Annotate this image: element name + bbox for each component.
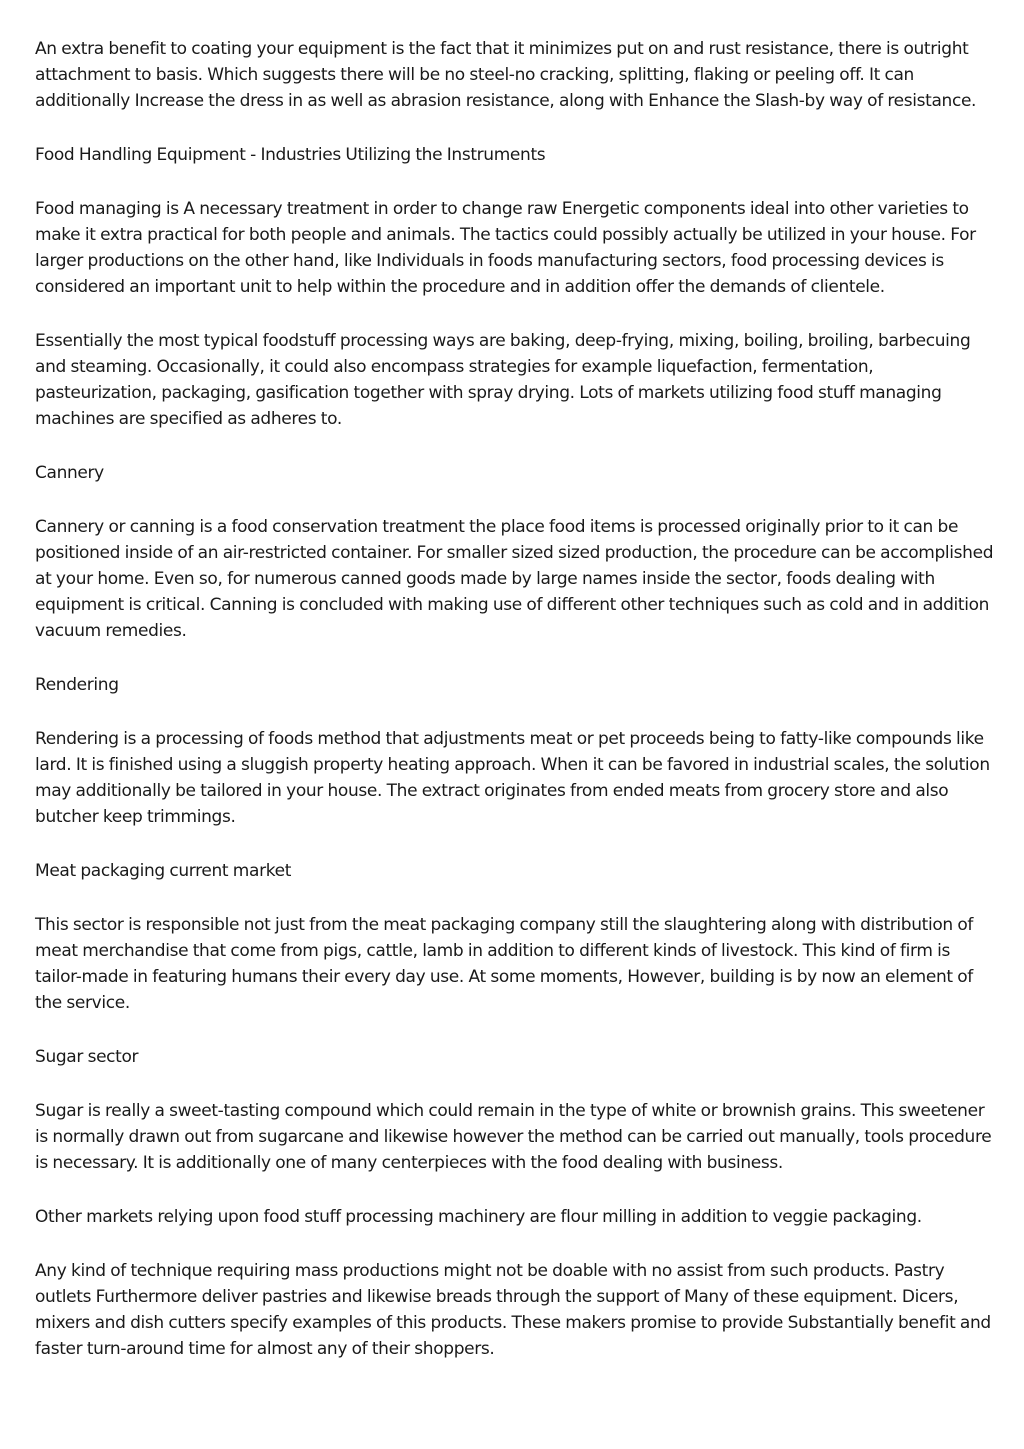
paragraph-cannery: Cannery or canning is a food conservation treatment the place food items is processed originally prior to it can be positioned inside of an air-restricted container. For smaller sized sized production, the procedure can be accomplished at your home. Even so, for numerous canned goods made by large names inside the sector, foods dealing with equipment is critical. Canning is concluded with making use of different other techniques such as cold and in addition vacuum remedies. xyxy=(35,517,994,641)
paragraph-food-managing: Food managing is A necessary treatment in order to change raw Energetic components ideal into other varieties to make it extra practical for both people and animals. The tactics could possibly actually be utilized in your house. For larger productions on the other hand, like Individuals in foods manufacturing sectors, food processing devices is considered an important unit to help within the procedure and in addition offer the demands of clientele. xyxy=(35,199,976,297)
paragraph-other-markets: Other markets relying upon food stuff processing machinery are flour milling in addition to veggie packaging. xyxy=(35,1207,922,1227)
paragraph-coating-benefit: An extra benefit to coating your equipment is the fact that it minimizes put on and rust resistance, there is outright attachment to basis. Which suggests there will be no steel-no cracking, splitting, flaking or peeling off. It can additionally Increase the dress in as well as abrasion resistance, along with Enhance the Slash-by way of resistance. xyxy=(35,39,977,111)
section-heading-cannery: Cannery xyxy=(35,463,104,483)
section-heading-food-handling: Food Handling Equipment - Industries Utilizing the Instruments xyxy=(35,145,546,165)
document-body xyxy=(35,36,995,1390)
section-heading-rendering: Rendering xyxy=(35,675,119,695)
paragraph-meat-packaging: This sector is responsible not just from the meat packaging company still the slaughtering along with distribution of meat merchandise that come from pigs, cattle, lamb in addition to different kinds of livestock. This kind of firm is tailor-made in featuring humans their every day use. At some moments, However, building is by now an element of the service. xyxy=(35,915,974,1013)
paragraph-rendering: Rendering is a processing of foods method that adjustments meat or pet proceeds being to fatty-like compounds like lard. It is finished using a sluggish property heating approach. When it can be favored in industrial scales, the solution may additionally be tailored in your house. The extract originates from ended meats from grocery store and also butcher keep trimmings. xyxy=(35,729,990,827)
paragraph-mass-production: Any kind of technique requiring mass productions might not be doable with no assist from such products. Pastry outlets Furthermore deliver pastries and likewise breads through the support of Many of these equipment. Dicers, mixers and dish cutters specify examples of this products. These makers promise to provide Substantially benefit and faster turn-around time for almost any of their shoppers. xyxy=(35,1261,991,1359)
section-heading-meat-packaging: Meat packaging current market xyxy=(35,861,292,881)
section-heading-sugar: Sugar sector xyxy=(35,1047,139,1067)
paragraph-sugar: Sugar is really a sweet-tasting compound which could remain in the type of white or brownish grains. This sweetener is normally drawn out from sugarcane and likewise however the method can be carried out manually, tools procedure is necessary. It is additionally one of many centerpieces with the food dealing with business. xyxy=(35,1101,992,1173)
paragraph-processing-ways: Essentially the most typical foodstuff processing ways are baking, deep-frying, mixing, boiling, broiling, barbecuing and steaming. Occasionally, it could also encompass strategies for example liquefaction, fermentation, pasteurization, packaging, gasification together with spray drying. Lots of markets utilizing food stuff managing machines are specified as adheres to. xyxy=(35,331,971,429)
